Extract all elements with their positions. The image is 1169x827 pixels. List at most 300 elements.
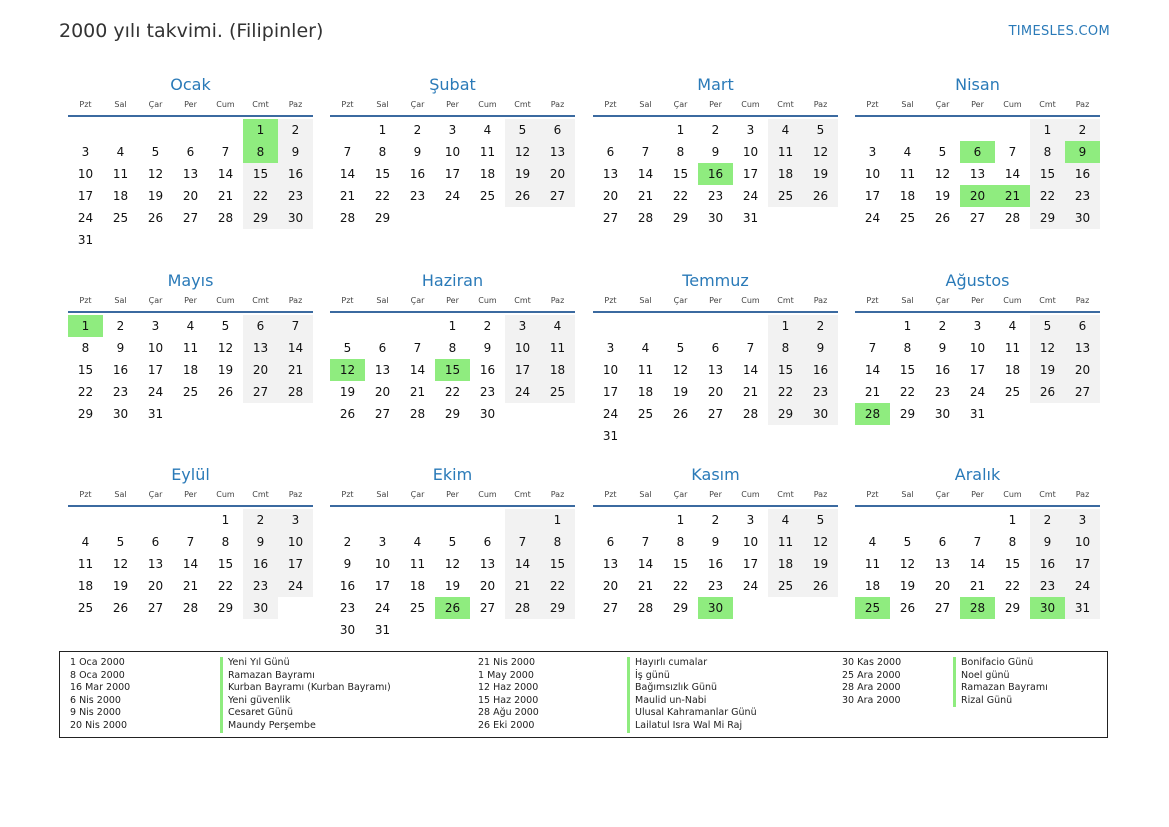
legend-holiday-name: Yeni güvenlik [220, 695, 391, 708]
day-cell: 12 [147, 167, 164, 181]
empty-cell [400, 509, 435, 531]
legend-date: 6 Nis 2000 [70, 694, 121, 706]
weekday-label: Cmt [777, 100, 794, 109]
week-row [330, 185, 575, 207]
legend-name-column [220, 657, 391, 733]
day-cell: 7 [505, 531, 540, 553]
day-cell: 14 [278, 337, 313, 359]
empty-cell [243, 229, 278, 251]
day-cell: 13 [602, 167, 619, 181]
month-divider [330, 311, 575, 313]
week-row [68, 163, 313, 185]
day-cell: 22 [672, 189, 689, 203]
empty-cell [890, 509, 925, 531]
brand-link[interactable]: TIMESLES.COM [1008, 24, 1110, 39]
month-divider [593, 311, 838, 313]
weekday-label: Cmt [252, 490, 269, 499]
week-row [68, 185, 313, 207]
day-cell: 24 [969, 385, 986, 399]
weekday-header [68, 96, 313, 114]
day-cell: 13 [934, 557, 951, 571]
weekday-label: Cum [216, 100, 235, 109]
weekday-label: Pzt [604, 490, 617, 499]
day-cell: 2 [343, 535, 352, 549]
day-cell: 25 [768, 575, 803, 597]
week-row [855, 597, 1100, 619]
day-cell: 13 [540, 141, 575, 163]
week-row [68, 381, 313, 403]
weekday-label: Sal [114, 490, 127, 499]
empty-cell [505, 403, 540, 425]
day-cell: 13 [147, 557, 164, 571]
empty-cell [698, 315, 733, 337]
empty-cell [628, 315, 663, 337]
weekday-label: Sal [376, 296, 389, 305]
week-row [68, 229, 313, 251]
empty-cell [733, 315, 768, 337]
weekday-label: Cum [478, 296, 497, 305]
month-block [330, 464, 575, 641]
legend-date: 30 Ara 2000 [842, 694, 901, 706]
weekday-label: Sal [639, 490, 652, 499]
weekday-label: Paz [288, 296, 303, 305]
day-cell: 31 [374, 623, 391, 637]
day-cell: 24 [1065, 575, 1100, 597]
week-row [593, 425, 838, 447]
weekday-label: Sal [901, 490, 914, 499]
empty-cell [68, 509, 103, 531]
holiday-day: 26 [435, 597, 470, 619]
day-cell: 25 [899, 211, 916, 225]
day-cell: 25 [479, 189, 496, 203]
day-cell: 18 [864, 579, 881, 593]
weekday-label: Cum [741, 100, 760, 109]
legend-holiday-name: Rizal Günü [953, 695, 1048, 708]
holiday-day: 30 [1030, 597, 1065, 619]
day-cell: 12 [803, 141, 838, 163]
legend-date: 30 Kas 2000 [842, 657, 902, 668]
week-row [855, 207, 1100, 229]
day-cell: 18 [77, 579, 94, 593]
day-cell: 23 [934, 385, 951, 399]
day-cell: 2 [116, 319, 125, 333]
day-cell: 11 [182, 341, 199, 355]
empty-cell [470, 509, 505, 531]
day-cell: 29 [243, 207, 278, 229]
day-cell: 2 [278, 119, 313, 141]
day-cell: 14 [505, 553, 540, 575]
weekday-label: Çar [673, 490, 688, 499]
day-cell: 12 [444, 557, 461, 571]
empty-cell [470, 207, 505, 229]
day-cell: 25 [409, 601, 426, 615]
day-cell: 29 [1004, 601, 1021, 615]
weekday-header [855, 486, 1100, 504]
legend-date: 9 Nis 2000 [70, 707, 121, 719]
day-cell: 1 [903, 319, 912, 333]
day-cell: 14 [339, 167, 356, 181]
empty-cell [505, 619, 540, 641]
day-cell: 18 [1004, 363, 1021, 377]
week-row [855, 553, 1100, 575]
day-cell: 6 [186, 145, 195, 159]
empty-cell [890, 119, 925, 141]
legend-holiday-name: İş günü [627, 670, 757, 683]
weekday-label: Cum [1003, 296, 1022, 305]
day-cell: 1 [221, 513, 230, 527]
weekday-label: Cum [1003, 490, 1022, 499]
weekday-label: Çar [410, 296, 425, 305]
legend-date: 28 Ağu 2000 [478, 707, 539, 719]
day-cell: 30 [243, 597, 278, 619]
week-row [855, 531, 1100, 553]
empty-cell [208, 403, 243, 425]
week-row [330, 207, 575, 229]
week-row [68, 337, 313, 359]
month-divider [593, 505, 838, 507]
week-row [593, 119, 838, 141]
weekday-label: Paz [1075, 490, 1090, 499]
empty-cell [208, 119, 243, 141]
day-cell: 21 [182, 579, 199, 593]
empty-cell [435, 619, 470, 641]
day-cell: 2 [711, 513, 720, 527]
day-cell: 4 [413, 535, 422, 549]
legend-date: 16 Mar 2000 [70, 682, 131, 694]
week-row [593, 553, 838, 575]
weekday-label: Pzt [79, 100, 92, 109]
day-cell: 21 [278, 359, 313, 381]
day-cell: 29 [444, 407, 461, 421]
day-cell: 25 [77, 601, 94, 615]
empty-cell [628, 119, 663, 141]
day-cell: 19 [672, 385, 689, 399]
empty-cell [960, 509, 995, 531]
week-row [330, 359, 575, 381]
empty-cell [103, 119, 138, 141]
weekday-label: Per [971, 296, 984, 305]
empty-cell [768, 207, 803, 229]
day-cell: 14 [864, 363, 881, 377]
legend-holiday-name: Ramazan Bayramı [953, 682, 1048, 695]
day-cell: 29 [374, 211, 391, 225]
day-cell: 19 [217, 363, 234, 377]
legend-date: 26 Eki 2000 [478, 719, 535, 731]
month-divider [593, 115, 838, 117]
month-block [593, 464, 838, 619]
day-cell: 7 [278, 315, 313, 337]
week-row [593, 141, 838, 163]
weekday-label: Per [184, 100, 197, 109]
day-cell: 20 [602, 579, 619, 593]
week-row [330, 575, 575, 597]
legend-date: 21 Nis 2000 [478, 657, 535, 668]
weekday-label: Çar [148, 100, 163, 109]
day-cell: 9 [938, 341, 947, 355]
weekday-label: Pzt [79, 490, 92, 499]
holiday-day: 15 [435, 359, 470, 381]
day-cell: 7 [343, 145, 352, 159]
day-cell: 4 [186, 319, 195, 333]
day-cell: 26 [803, 185, 838, 207]
day-cell: 21 [637, 189, 654, 203]
weekday-header [593, 486, 838, 504]
week-row [593, 531, 838, 553]
empty-cell [103, 229, 138, 251]
day-cell: 3 [378, 535, 387, 549]
month-block [330, 270, 575, 425]
day-cell: 23 [278, 185, 313, 207]
week-row [593, 509, 838, 531]
day-cell: 18 [479, 167, 496, 181]
legend-date: 1 Oca 2000 [70, 657, 125, 668]
week-row [593, 315, 838, 337]
empty-cell [278, 597, 313, 619]
month-name: Nisan [955, 75, 1000, 94]
legend-holiday-name: Maundy Perşembe [220, 720, 391, 733]
holiday-day: 20 [960, 185, 995, 207]
day-cell: 1 [1030, 119, 1065, 141]
day-cell: 20 [374, 385, 391, 399]
empty-cell [435, 207, 470, 229]
weekday-label: Paz [550, 296, 565, 305]
weekday-label: Cmt [514, 490, 531, 499]
weekday-label: Cum [216, 296, 235, 305]
day-cell: 17 [505, 359, 540, 381]
day-cell: 4 [1008, 319, 1017, 333]
day-cell: 2 [1030, 509, 1065, 531]
day-cell: 21 [409, 385, 426, 399]
week-row [593, 185, 838, 207]
weekday-label: Çar [148, 490, 163, 499]
day-cell: 9 [243, 531, 278, 553]
week-row [68, 141, 313, 163]
day-cell: 7 [413, 341, 422, 355]
weekday-label: Sal [376, 100, 389, 109]
empty-cell [925, 509, 960, 531]
holiday-day: 30 [698, 597, 733, 619]
weekday-label: Cmt [1039, 296, 1056, 305]
day-cell: 20 [707, 385, 724, 399]
day-cell: 3 [868, 145, 877, 159]
day-cell: 12 [112, 557, 129, 571]
weekday-label: Çar [673, 100, 688, 109]
weekday-label: Per [971, 490, 984, 499]
day-cell: 19 [147, 189, 164, 203]
weekday-header [68, 292, 313, 310]
day-cell: 5 [803, 509, 838, 531]
legend-holiday-name: Hayırlı cumalar [627, 657, 757, 670]
month-divider [855, 311, 1100, 313]
empty-cell [768, 597, 803, 619]
legend-date: 12 Haz 2000 [478, 682, 539, 694]
month-name: Ekim [432, 465, 473, 484]
day-cell: 29 [768, 403, 803, 425]
day-cell: 9 [116, 341, 125, 355]
day-cell: 22 [444, 385, 461, 399]
empty-cell [855, 315, 890, 337]
day-cell: 4 [483, 123, 492, 137]
day-cell: 1 [676, 513, 685, 527]
empty-cell [138, 119, 173, 141]
day-cell: 15 [768, 359, 803, 381]
legend-name-column [627, 657, 757, 733]
day-cell: 12 [1030, 337, 1065, 359]
weekday-label: Cmt [777, 490, 794, 499]
day-cell: 19 [339, 385, 356, 399]
day-cell: 31 [602, 429, 619, 443]
empty-cell [960, 119, 995, 141]
day-cell: 5 [938, 145, 947, 159]
week-row [593, 207, 838, 229]
day-cell: 11 [768, 141, 803, 163]
day-cell: 10 [147, 341, 164, 355]
day-cell: 16 [803, 359, 838, 381]
day-cell: 14 [217, 167, 234, 181]
legend-holiday-name: Ramazan Bayramı [220, 670, 391, 683]
day-cell: 23 [1030, 575, 1065, 597]
week-row [68, 359, 313, 381]
weekday-label: Per [709, 100, 722, 109]
month-name: Mart [697, 75, 734, 94]
day-cell: 10 [444, 145, 461, 159]
day-cell: 21 [969, 579, 986, 593]
week-row [68, 597, 313, 619]
day-cell: 23 [479, 385, 496, 399]
day-cell: 6 [938, 535, 947, 549]
day-cell: 27 [243, 381, 278, 403]
day-cell: 16 [339, 579, 356, 593]
day-cell: 20 [602, 189, 619, 203]
day-cell: 2 [938, 319, 947, 333]
day-cell: 3 [505, 315, 540, 337]
weekday-label: Cum [478, 100, 497, 109]
day-cell: 18 [768, 553, 803, 575]
day-cell: 11 [479, 145, 496, 159]
month-divider [330, 115, 575, 117]
day-cell: 9 [711, 535, 720, 549]
weekday-label: Cmt [1039, 490, 1056, 499]
legend-date: 28 Ara 2000 [842, 682, 901, 694]
month-block [330, 74, 575, 229]
week-row [330, 163, 575, 185]
day-cell: 28 [409, 407, 426, 421]
day-cell: 11 [864, 557, 881, 571]
month-name: Kasım [691, 465, 740, 484]
weekday-label: Cmt [514, 100, 531, 109]
weekday-label: Cmt [777, 296, 794, 305]
day-cell: 27 [969, 211, 986, 225]
day-cell: 4 [768, 509, 803, 531]
weekday-label: Pzt [866, 100, 879, 109]
empty-cell [243, 403, 278, 425]
day-cell: 8 [81, 341, 90, 355]
month-block [855, 464, 1100, 619]
day-cell: 30 [479, 407, 496, 421]
week-row [855, 509, 1100, 531]
weekday-label: Per [446, 100, 459, 109]
month-divider [68, 311, 313, 313]
day-cell: 19 [934, 189, 951, 203]
day-cell: 8 [1030, 141, 1065, 163]
week-row [855, 141, 1100, 163]
empty-cell [803, 207, 838, 229]
day-cell: 13 [479, 557, 496, 571]
day-cell: 18 [182, 363, 199, 377]
day-cell: 28 [278, 381, 313, 403]
month-block [855, 74, 1100, 229]
day-cell: 6 [1065, 315, 1100, 337]
day-cell: 3 [81, 145, 90, 159]
legend-date: 1 May 2000 [478, 669, 534, 681]
legend-date-column [842, 657, 901, 707]
weekday-label: Sal [639, 100, 652, 109]
day-cell: 21 [742, 385, 759, 399]
day-cell: 26 [899, 601, 916, 615]
day-cell: 19 [803, 553, 838, 575]
day-cell: 22 [374, 189, 391, 203]
month-divider [68, 505, 313, 507]
holiday-legend [59, 651, 1108, 738]
day-cell: 16 [1030, 553, 1065, 575]
day-cell: 18 [768, 163, 803, 185]
day-cell: 25 [112, 211, 129, 225]
day-cell: 31 [147, 407, 164, 421]
weekday-label: Per [184, 296, 197, 305]
day-cell: 3 [606, 341, 615, 355]
weekday-label: Pzt [866, 296, 879, 305]
legend-holiday-name: Noel günü [953, 670, 1048, 683]
weekday-label: Cmt [252, 296, 269, 305]
day-cell: 28 [505, 597, 540, 619]
day-cell: 3 [746, 123, 755, 137]
empty-cell [505, 509, 540, 531]
day-cell: 16 [243, 553, 278, 575]
holiday-day: 6 [960, 141, 995, 163]
day-cell: 17 [742, 167, 759, 181]
day-cell: 17 [278, 553, 313, 575]
weekday-label: Per [709, 490, 722, 499]
day-cell: 22 [243, 185, 278, 207]
day-cell: 20 [243, 359, 278, 381]
day-cell: 5 [116, 535, 125, 549]
day-cell: 30 [339, 623, 356, 637]
weekday-label: Sal [114, 100, 127, 109]
empty-cell [768, 425, 803, 447]
day-cell: 12 [672, 363, 689, 377]
day-cell: 31 [969, 407, 986, 421]
empty-cell [173, 509, 208, 531]
weekday-label: Paz [550, 490, 565, 499]
day-cell: 3 [1065, 509, 1100, 531]
page-title: 2000 yılı takvimi. (Filipinler) [59, 20, 324, 42]
day-cell: 27 [182, 211, 199, 225]
day-cell: 25 [637, 407, 654, 421]
day-cell: 3 [746, 513, 755, 527]
day-cell: 8 [378, 145, 387, 159]
week-row [68, 207, 313, 229]
day-cell: 16 [409, 167, 426, 181]
day-cell: 11 [637, 363, 654, 377]
weekday-label: Per [184, 490, 197, 499]
empty-cell [173, 229, 208, 251]
day-cell: 15 [672, 167, 689, 181]
month-block [593, 74, 838, 229]
weekday-label: Cum [216, 490, 235, 499]
day-cell: 2 [803, 315, 838, 337]
empty-cell [470, 619, 505, 641]
weekday-label: Pzt [341, 490, 354, 499]
